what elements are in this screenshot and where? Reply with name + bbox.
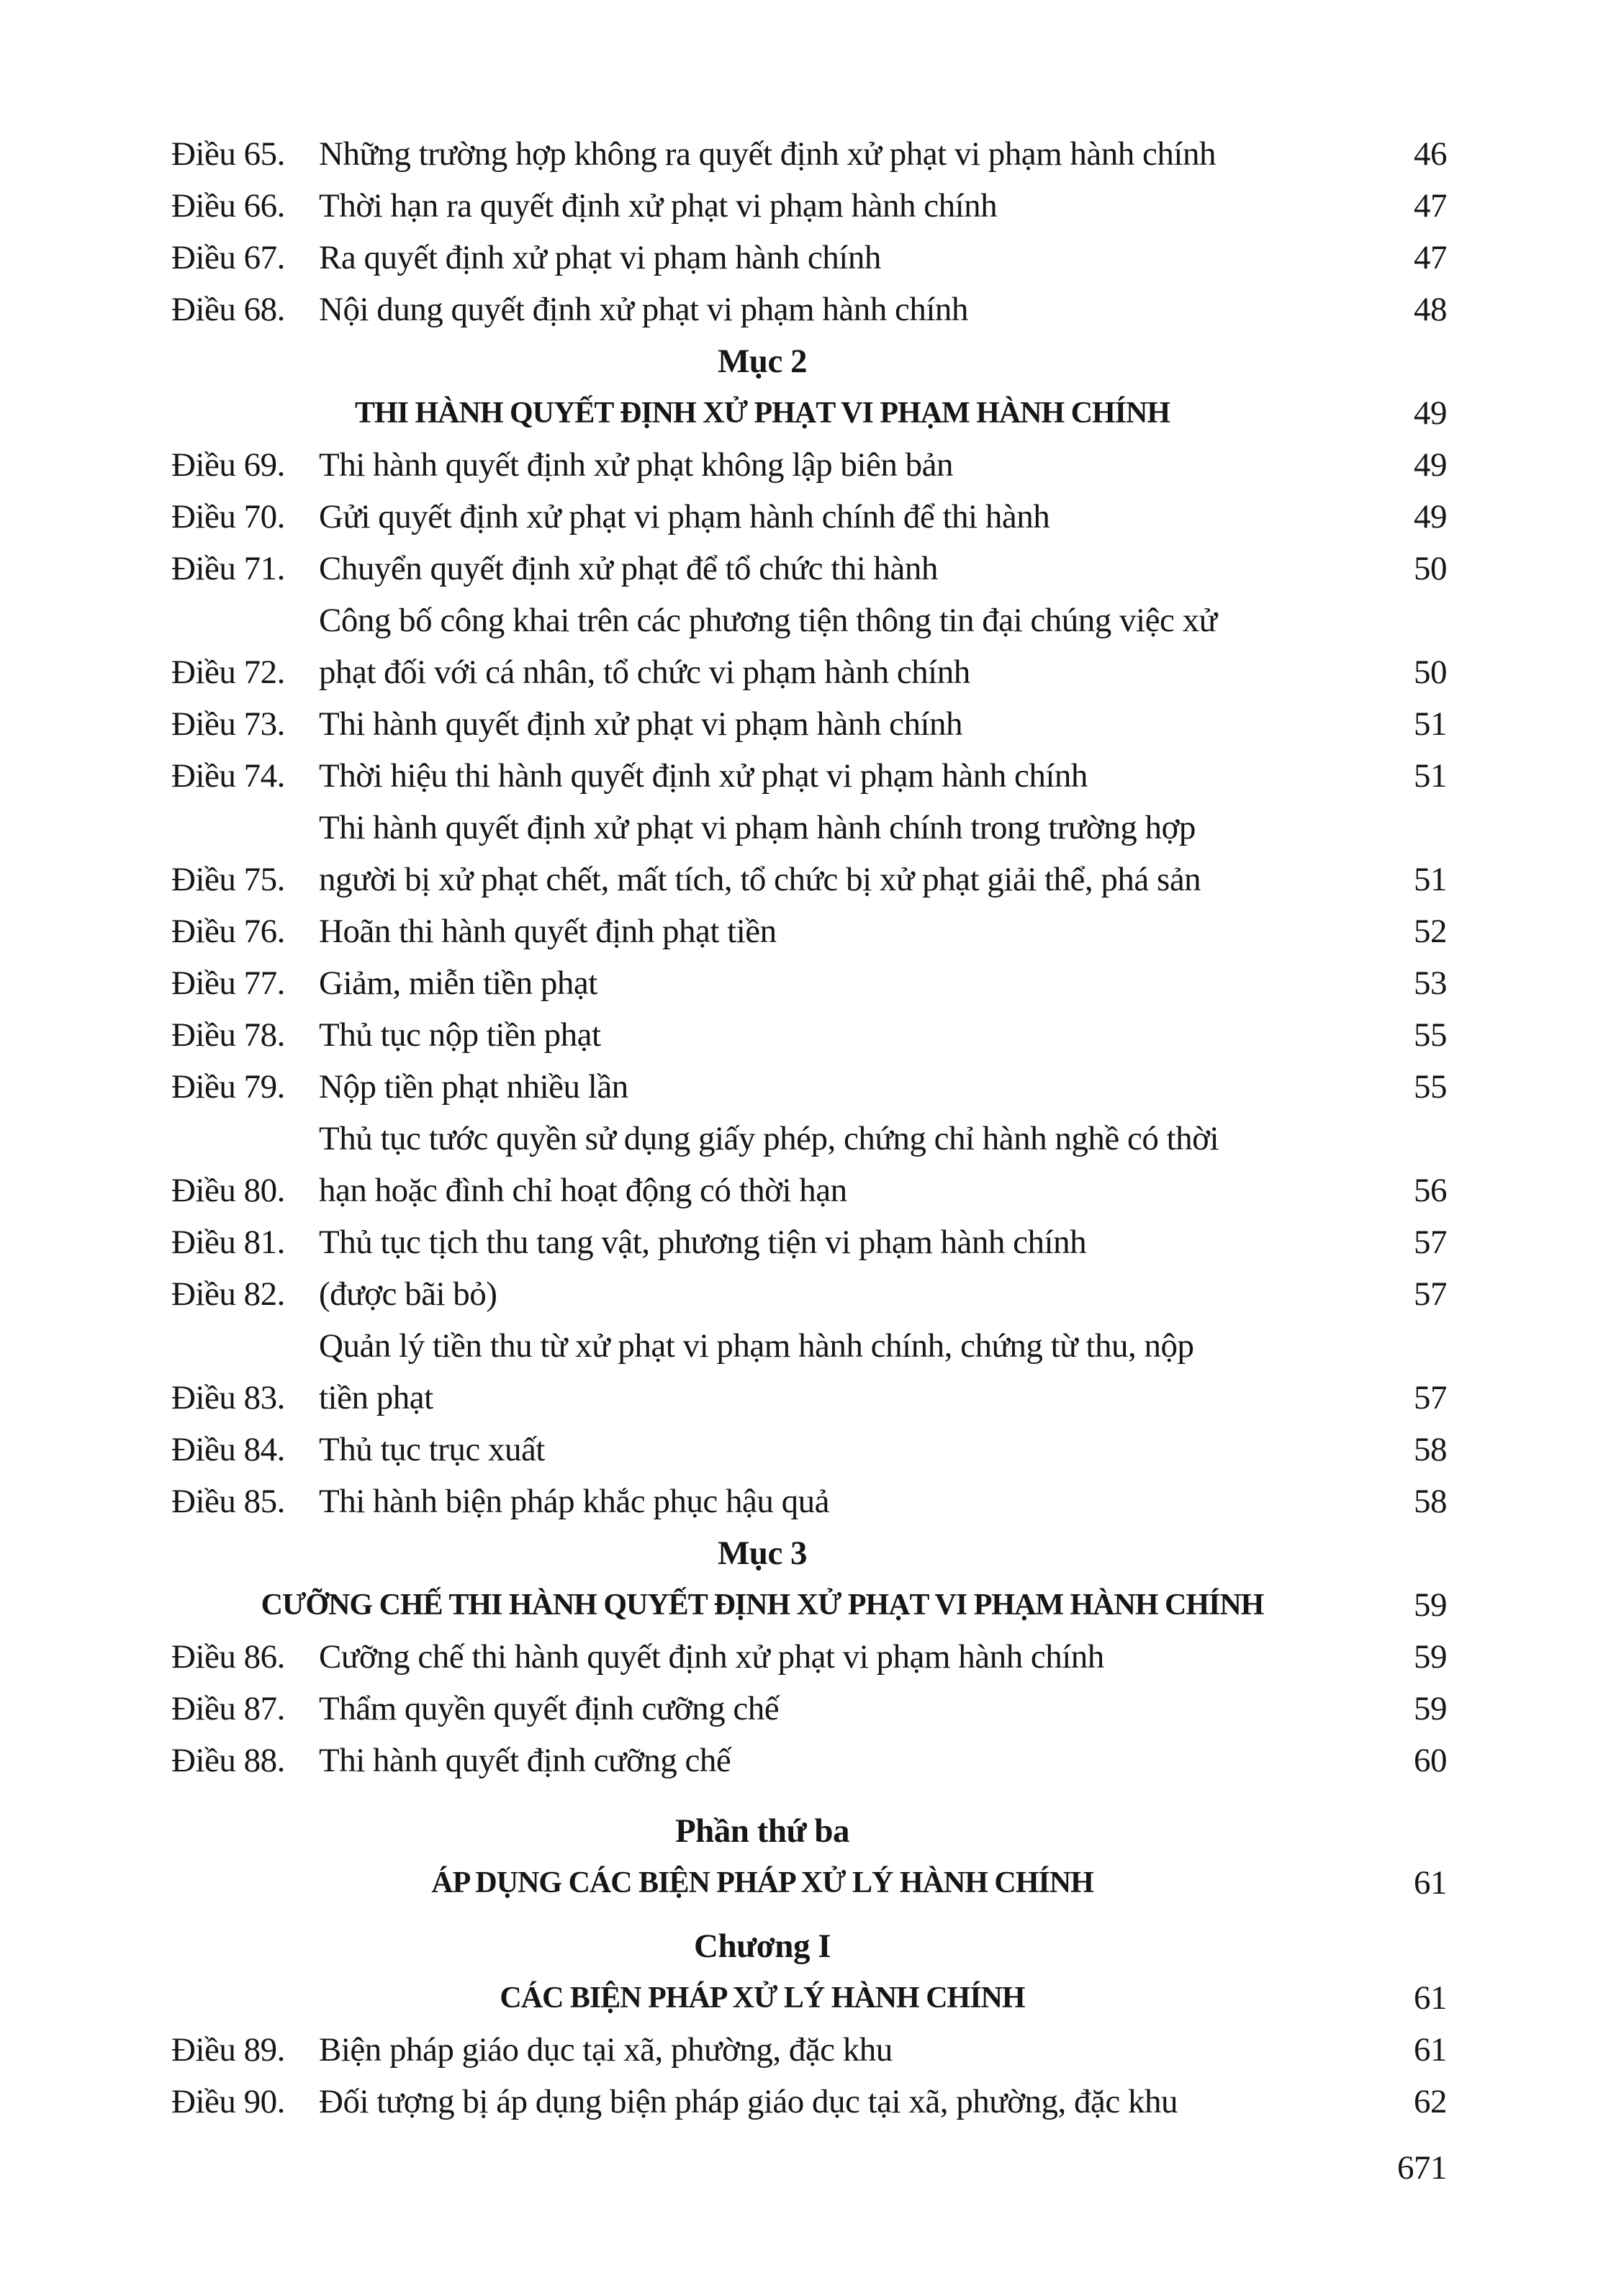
toc-chapter-label <box>171 1920 1447 1972</box>
page-number: 50 <box>1414 654 1447 691</box>
article-title: Chuyển quyết định xử phạt để tổ chức thi hành <box>319 550 938 587</box>
toc-entry <box>171 1268 1447 1320</box>
table-of-contents <box>171 128 1447 2128</box>
article-title: Thủ tục nộp tiền phạt <box>319 1016 601 1054</box>
page-number: 55 <box>1414 1068 1447 1106</box>
toc-section-label <box>171 1527 1447 1579</box>
toc-part-label <box>171 1805 1447 1857</box>
article-number: Điều 73. <box>171 705 285 743</box>
section-label-text: Mục 2 <box>717 343 808 380</box>
article-number: Điều 75. <box>171 861 285 898</box>
article-number: Điều 89. <box>171 2031 285 2069</box>
page-number: 61 <box>1414 1864 1447 1902</box>
article-title: Thủ tục trục xuất <box>319 1431 545 1468</box>
article-title: Thi hành quyết định xử phạt vi phạm hành chính trong trường hợp người bị xử phạt chết, mất tích, tổ chức bị xử phạt giải thể, phá sản <box>319 809 1201 898</box>
toc-entry <box>171 750 1447 802</box>
chapter-title-text: CÁC BIỆN PHÁP XỬ LÝ HÀNH CHÍNH <box>500 1981 1025 2015</box>
article-number: Điều 74. <box>171 757 285 795</box>
toc-entry <box>171 284 1447 335</box>
page-number: 50 <box>1414 550 1447 587</box>
article-title: Thi hành biện pháp khắc phục hậu quả <box>319 1483 829 1520</box>
article-number: Điều 78. <box>171 1016 285 1054</box>
toc-entry <box>171 232 1447 284</box>
page-number: 48 <box>1414 291 1447 328</box>
toc-entry <box>171 491 1447 543</box>
article-number: Điều 77. <box>171 964 285 1002</box>
article-number: Điều 82. <box>171 1275 285 1313</box>
page-number: 51 <box>1414 757 1447 795</box>
page-number: 62 <box>1414 2083 1447 2120</box>
page-number: 57 <box>1414 1275 1447 1313</box>
article-number: Điều 85. <box>171 1483 285 1520</box>
page-number: 49 <box>1414 394 1447 432</box>
toc-entry <box>171 802 1447 905</box>
page-number: 61 <box>1414 1979 1447 2017</box>
article-title: Quản lý tiền thu từ xử phạt vi phạm hành chính, chứng từ thu, nộp tiền phạt <box>319 1327 1194 1416</box>
article-title: Thủ tục tịch thu tang vật, phương tiện vi phạm hành chính <box>319 1224 1087 1261</box>
toc-entry <box>171 128 1447 180</box>
article-title: Nộp tiền phạt nhiều lần <box>319 1068 628 1106</box>
page-number: 61 <box>1414 2031 1447 2069</box>
page-number: 56 <box>1414 1172 1447 1209</box>
toc-entry <box>171 1113 1447 1216</box>
toc-entry <box>171 1320 1447 1424</box>
chapter-label-text: Chương I <box>694 1927 831 1965</box>
folio-page-number: 671 <box>1397 2149 1447 2187</box>
page-number: 51 <box>1414 705 1447 743</box>
part-title-text: ÁP DỤNG CÁC BIỆN PHÁP XỬ LÝ HÀNH CHÍNH <box>431 1866 1093 1899</box>
article-title: Công bố công khai trên các phương tiện thông tin đại chúng việc xử phạt đối với cá nhân, tổ chức vi phạm hành chính <box>319 602 1217 691</box>
toc-entry <box>171 2024 1447 2076</box>
article-title: Thời hạn ra quyết định xử phạt vi phạm hành chính <box>319 187 998 225</box>
article-number: Điều 86. <box>171 1638 285 1676</box>
page-number: 47 <box>1414 239 1447 276</box>
article-number: Điều 66. <box>171 187 285 225</box>
article-title: Thời hiệu thi hành quyết định xử phạt vi phạm hành chính <box>319 757 1088 795</box>
article-number: Điều 72. <box>171 654 285 691</box>
page-number: 58 <box>1414 1431 1447 1468</box>
article-number: Điều 80. <box>171 1172 285 1209</box>
toc-entry <box>171 1683 1447 1735</box>
article-title: (được bãi bỏ) <box>319 1275 497 1313</box>
article-title: Giảm, miễn tiền phạt <box>319 964 597 1002</box>
article-number: Điều 69. <box>171 446 285 484</box>
article-number: Điều 67. <box>171 239 285 276</box>
article-number: Điều 84. <box>171 1431 285 1468</box>
page-number: 60 <box>1414 1742 1447 1779</box>
article-number: Điều 83. <box>171 1379 285 1416</box>
page-number: 49 <box>1414 498 1447 535</box>
toc-section-title <box>171 387 1447 439</box>
toc-entry <box>171 1735 1447 1786</box>
article-title: Những trường hợp không ra quyết định xử phạt vi phạm hành chính <box>319 135 1216 173</box>
page-number: 51 <box>1414 861 1447 898</box>
article-title: Hoãn thi hành quyết định phạt tiền <box>319 913 777 950</box>
toc-entry <box>171 1216 1447 1268</box>
page-number: 47 <box>1414 187 1447 225</box>
toc-entry <box>171 439 1447 491</box>
toc-entry <box>171 1631 1447 1683</box>
article-title: Gửi quyết định xử phạt vi phạm hành chính để thi hành <box>319 498 1050 535</box>
toc-entry <box>171 698 1447 750</box>
toc-part-title <box>171 1857 1447 1909</box>
part-label-text: Phần thứ ba <box>674 1812 850 1850</box>
article-title: Thi hành quyết định xử phạt không lập biên bản <box>319 446 953 484</box>
toc-chapter-title <box>171 1972 1447 2024</box>
section-title-text: THI HÀNH QUYẾT ĐỊNH XỬ PHẠT VI PHẠM HÀNH CHÍNH <box>354 397 1170 430</box>
article-title: Thủ tục tước quyền sử dụng giấy phép, chứng chỉ hành nghề có thời hạn hoặc đình chỉ hoạt động có thời hạn <box>319 1120 1219 1209</box>
page-number: 59 <box>1414 1690 1447 1727</box>
article-title: Thi hành quyết định cưỡng chế <box>319 1742 731 1779</box>
article-number: Điều 87. <box>171 1690 285 1727</box>
section-title-text: CƯỠNG CHẾ THI HÀNH QUYẾT ĐỊNH XỬ PHẠT VI PHẠM HÀNH CHÍNH <box>261 1588 1264 1622</box>
article-number: Điều 81. <box>171 1224 285 1261</box>
article-number: Điều 88. <box>171 1742 285 1779</box>
toc-entry <box>171 595 1447 698</box>
page-number: 46 <box>1414 135 1447 173</box>
article-title: Đối tượng bị áp dụng biện pháp giáo dục tại xã, phường, đặc khu <box>319 2083 1178 2120</box>
article-number: Điều 70. <box>171 498 285 535</box>
article-title: Thẩm quyền quyết định cưỡng chế <box>319 1690 780 1727</box>
toc-entry <box>171 2076 1447 2128</box>
toc-entry <box>171 1061 1447 1113</box>
page-number: 59 <box>1414 1638 1447 1676</box>
page-number: 52 <box>1414 913 1447 950</box>
article-title: Biện pháp giáo dục tại xã, phường, đặc khu <box>319 2031 893 2069</box>
article-number: Điều 68. <box>171 291 285 328</box>
toc-entry <box>171 1475 1447 1527</box>
article-number: Điều 79. <box>171 1068 285 1106</box>
page-number: 59 <box>1414 1586 1447 1624</box>
article-title: Cưỡng chế thi hành quyết định xử phạt vi phạm hành chính <box>319 1638 1104 1676</box>
toc-entry <box>171 1009 1447 1061</box>
article-title: Ra quyết định xử phạt vi phạm hành chính <box>319 239 881 276</box>
page-number: 57 <box>1414 1379 1447 1416</box>
article-number: Điều 65. <box>171 135 285 173</box>
page-number: 58 <box>1414 1483 1447 1520</box>
toc-entry <box>171 905 1447 957</box>
page-number: 55 <box>1414 1016 1447 1054</box>
section-label-text: Mục 3 <box>717 1535 808 1572</box>
article-number: Điều 71. <box>171 550 285 587</box>
page-number: 49 <box>1414 446 1447 484</box>
toc-entry <box>171 1424 1447 1475</box>
article-title: Thi hành quyết định xử phạt vi phạm hành chính <box>319 705 963 743</box>
page-number: 57 <box>1414 1224 1447 1261</box>
article-title: Nội dung quyết định xử phạt vi phạm hành chính <box>319 291 968 328</box>
article-number: Điều 76. <box>171 913 285 950</box>
article-number: Điều 90. <box>171 2083 285 2120</box>
toc-entry <box>171 543 1447 595</box>
toc-section-label <box>171 335 1447 387</box>
toc-entry <box>171 957 1447 1009</box>
page-number: 53 <box>1414 964 1447 1002</box>
toc-entry <box>171 180 1447 232</box>
toc-section-title <box>171 1579 1447 1631</box>
